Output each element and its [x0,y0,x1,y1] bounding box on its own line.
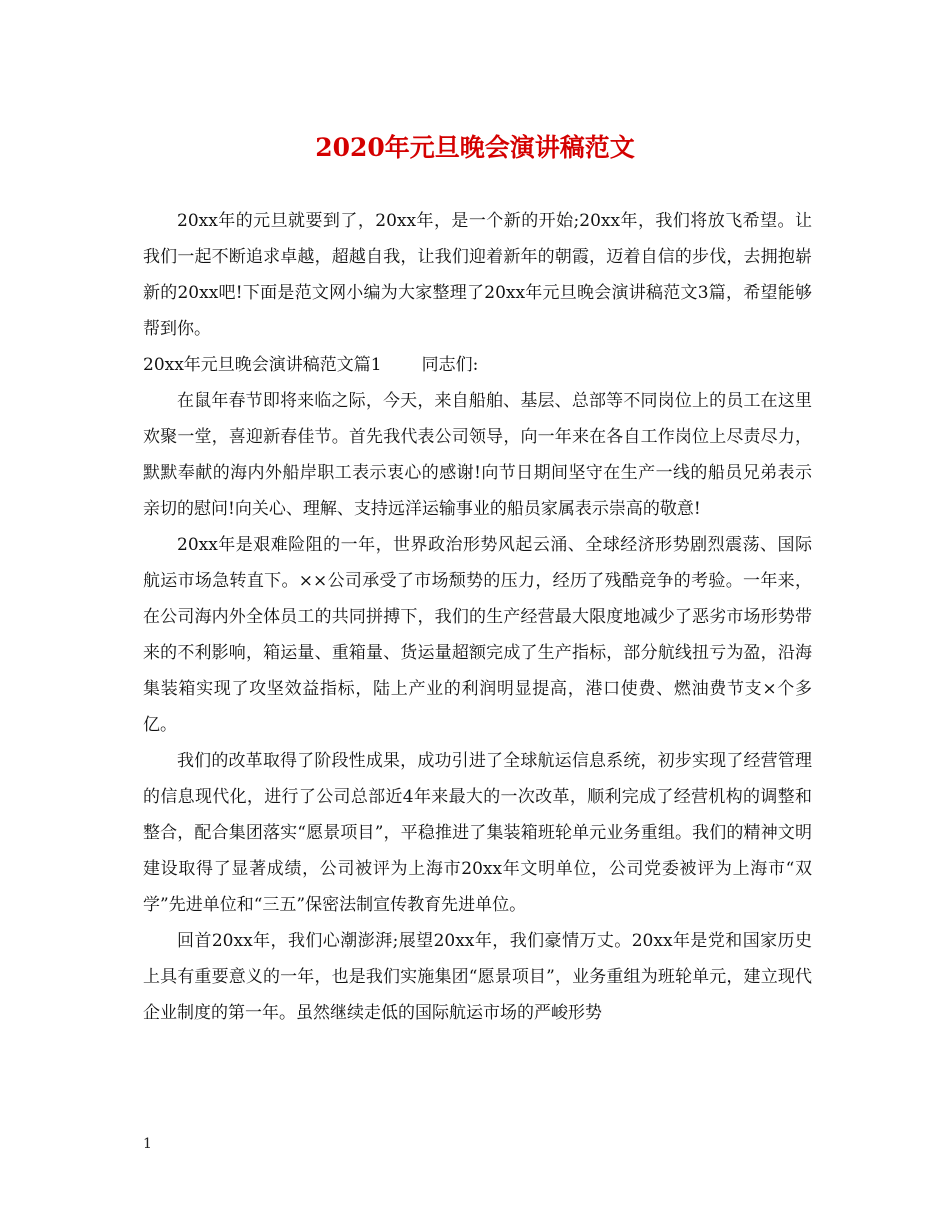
body-paragraph: 20xx年是艰难险阻的一年，世界政治形势风起云涌、全球经济形势剧烈震荡、国际航运市场急转直下。××公司承受了市场颓势的压力，经历了残酷竞争的考验。一年来，在公司海内外全体员工的共同拼搏下，我们的生产经营最大限度地减少了恶劣市场形势带来的不利影响，箱运量、重箱量、货运量超额完成了生产指标，部分航线扭亏为盈，沿海集装箱实现了攻坚效益指标，陆上产业的利润明显提高，港口使费、燃油费节支×个多亿。 [143,535,812,735]
section-heading: 20xx年元旦晚会演讲稿范文篇1 [143,355,382,375]
body-paragraph: 我们的改革取得了阶段性成果，成功引进了全球航运信息系统，初步实现了经营管理的信息现代化，进行了公司总部近4年来最大的一次改革，顺利完成了经营机构的调整和整合，配合集团落实“愿景项目”，平稳推进了集装箱班轮单元业务重组。我们的精神文明建设取得了显著成绩，公司被评为上海市20xx年文明单位，公司党委被评为上海市“双学”先进单位和“三五”保密法制宣传教育先进单位。 [143,751,812,915]
body-paragraph: 回首20xx年，我们心潮澎湃;展望20xx年，我们豪情万丈。20xx年是党和国家历史上具有重要意义的一年，也是我们实施集团“愿景项目”，业务重组为班轮单元，建立现代企业制度的第一年。虽然继续走低的国际航运市场的严峻形势 [143,931,812,1023]
section-heading-line [143,347,812,383]
document-title: 2020年元旦晚会演讲稿范文 [315,133,635,162]
document-body [143,203,812,1031]
salutation: 同志们: [421,355,479,375]
page-number: 1 [143,1136,152,1152]
intro-paragraph: 20xx年的元旦就要到了，20xx年，是一个新的开始;20xx年，我们将放飞希望。让我们一起不断追求卓越，超越自我，让我们迎着新年的朝霞，迈着自信的步伐，去拥抱崭新的20xx吧!下面是范文网小编为大家整理了20xx年元旦晚会演讲稿范文3篇，希望能够帮到你。 [143,211,812,339]
body-paragraph: 在鼠年春节即将来临之际，今天，来自船舶、基层、总部等不同岗位上的员工在这里欢聚一堂，喜迎新春佳节。首先我代表公司领导，向一年来在各自工作岗位上尽责尽力，默默奉献的海内外船岸职工表示衷心的感谢!向节日期间坚守在生产一线的船员兄弟表示亲切的慰问!向关心、理解、支持远洋运输事业的船员家属表示崇高的敬意! [143,391,812,519]
